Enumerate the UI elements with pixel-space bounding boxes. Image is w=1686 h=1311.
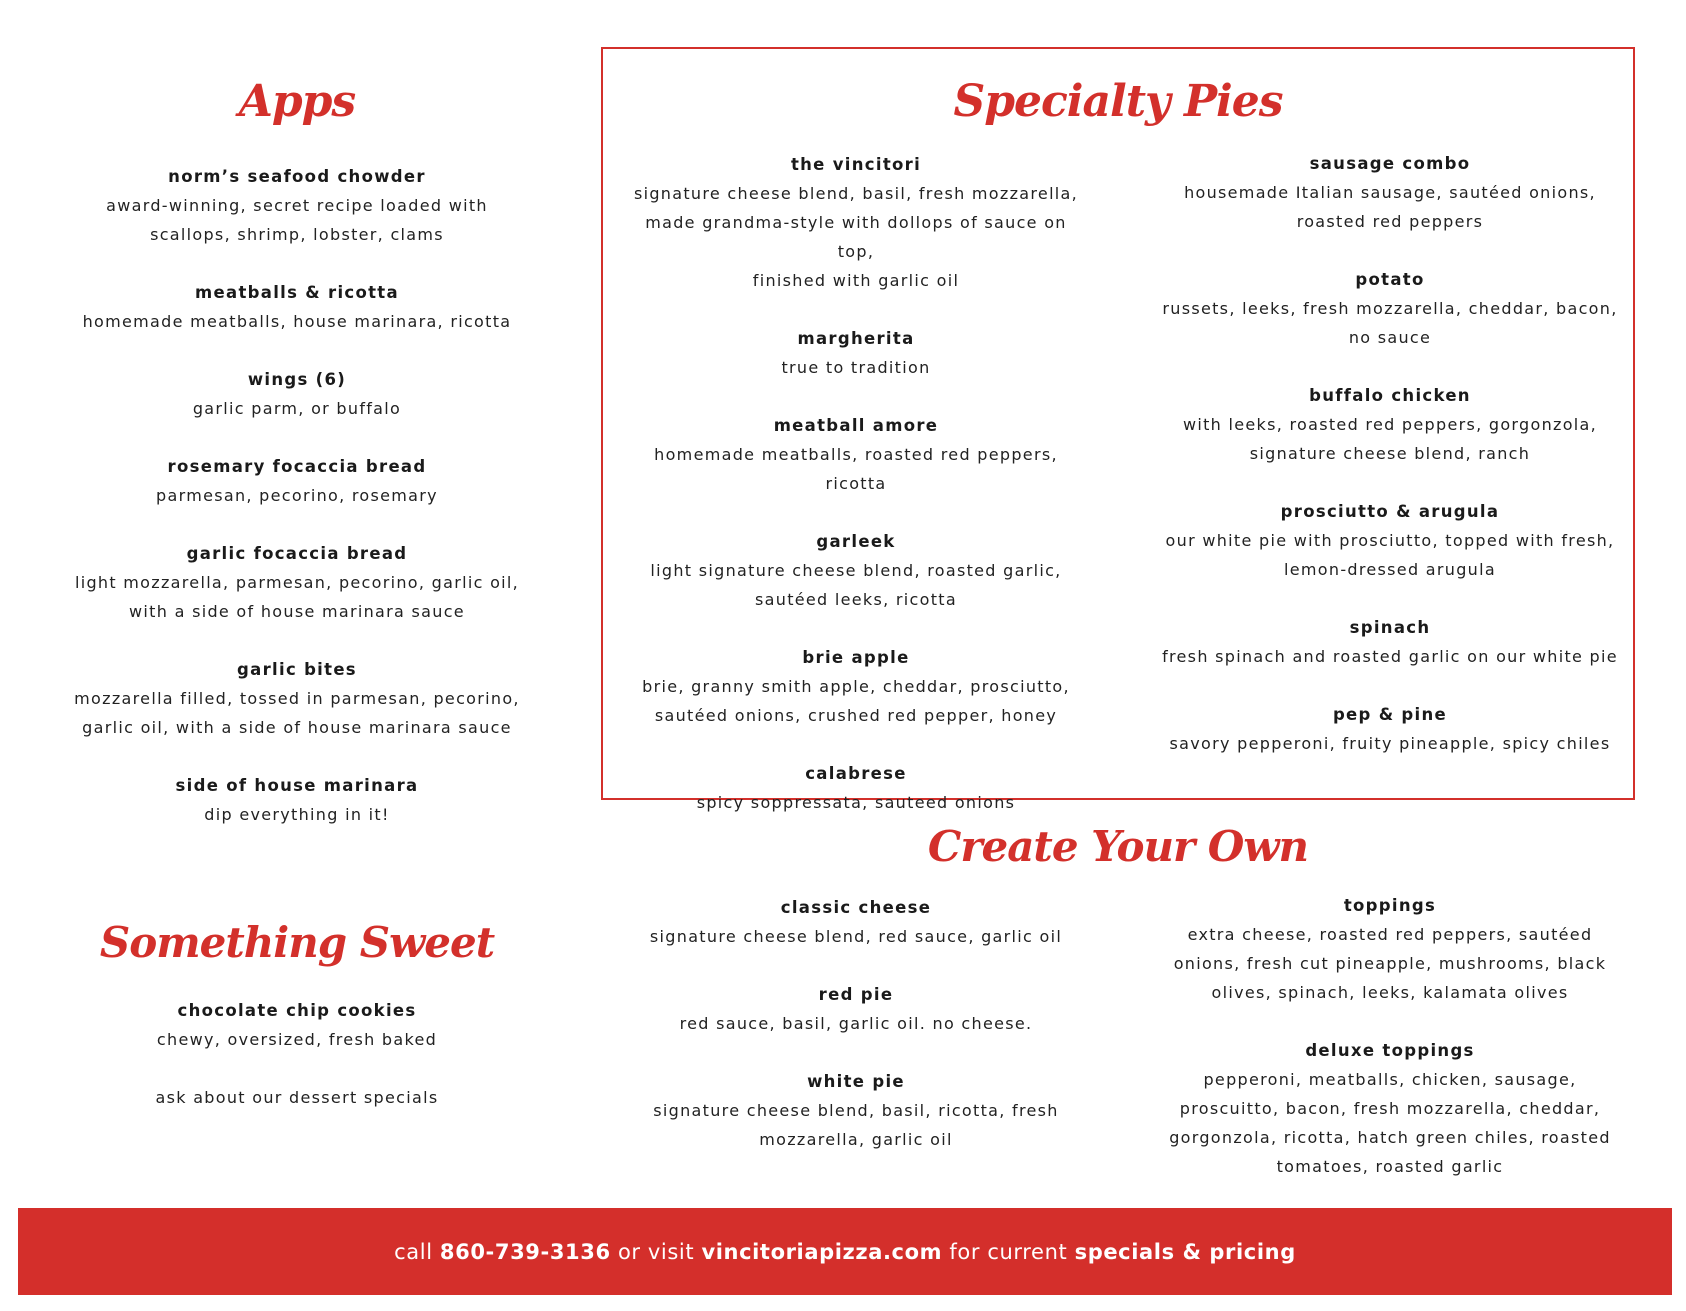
menu-item [626,527,1086,614]
item-description: homemade meatballs, house marinara, ricotta [82,312,512,331]
item-name: prosciutto & arugula [1280,502,1500,521]
menu-item [1160,700,1620,758]
menu-item [626,150,1086,295]
item-name: potato [1355,270,1425,289]
item-description: true to tradition [781,358,931,377]
item-name: chocolate chip cookies [177,1001,417,1020]
item-name: wings (6) [247,370,347,389]
item-name: deluxe toppings [1305,1041,1475,1060]
menu-item [1160,1036,1620,1181]
item-name: garleek [816,532,896,551]
footer-banner [18,1208,1672,1295]
footer-website-link[interactable]: vincitoriapizza.com [701,1239,943,1264]
item-description: signature cheese blend, basil, fresh mozzarella, made grandma-style with dollops of sauce on top, finished with garlic oil [633,184,1079,290]
item-description: russets, leeks, fresh mozzarella, cheddar, bacon, no sauce [1162,299,1618,347]
item-description: fresh spinach and roasted garlic on our white pie [1162,647,1618,666]
footer-or-visit-text: or visit [610,1239,702,1264]
menu-item [70,771,524,829]
item-description: housemade Italian sausage, sautéed onions, roasted red peppers [1184,183,1596,231]
specialty-pies-heading: Specialty Pies [953,76,1283,127]
item-description: brie, granny smith apple, cheddar, prosciutto, sautéed onions, crushed red pepper, honey [642,677,1070,725]
item-description: signature cheese blend, red sauce, garlic oil [649,927,1063,946]
item-name: margherita [797,329,915,348]
dessert-note: ask about our dessert specials [155,1088,439,1107]
menu-item [70,162,524,249]
item-name: rosemary focaccia bread [167,457,427,476]
item-name: meatball amore [773,416,939,435]
item-description: red sauce, basil, garlic oil. no cheese. [679,1014,1033,1033]
specialty-left-list [626,150,1086,817]
footer-for-current-text: for current [942,1239,1075,1264]
item-name: garlic bites [237,660,357,679]
item-description: savory pepperoni, fruity pineapple, spicy chiles [1169,734,1611,753]
menu-item [626,643,1086,730]
item-description: light mozzarella, parmesan, pecorino, garlic oil, with a side of house marinara sauce [74,573,520,621]
item-description: spicy soppressata, sauteed onions [696,793,1016,812]
item-description: parmesan, pecorino, rosemary [156,486,438,505]
item-description: chewy, oversized, fresh baked [156,1030,438,1049]
menu-item [1160,381,1620,468]
item-name: meatballs & ricotta [195,283,399,302]
item-description: extra cheese, roasted red peppers, sautéed onions, fresh cut pineapple, mushrooms, black olives, spinach, leeks, kalamata olives [1173,925,1607,1002]
menu-item [626,1067,1086,1154]
item-description: pepperoni, meatballs, chicken, sausage, proscuitto, bacon, fresh mozzarella, cheddar, gorgonzola, ricotta, hatch green chiles, roasted tomatoes, roasted garlic [1169,1070,1611,1176]
item-name: sausage combo [1309,154,1471,173]
menu-item [70,655,524,742]
item-description: mozzarella filled, tossed in parmesan, pecorino, garlic oil, with a side of house marinara sauce [74,689,520,737]
create-your-own-heading: Create Your Own [927,822,1309,871]
item-description: homemade meatballs, roasted red peppers, ricotta [654,445,1058,493]
item-name: toppings [1343,896,1437,915]
item-description: dip everything in it! [204,805,390,824]
item-name: buffalo chicken [1309,386,1471,405]
create-left-list [626,893,1086,1154]
menu-item [1160,891,1620,1007]
menu-item [70,278,524,336]
footer-call-text: call [394,1239,440,1264]
menu-item [70,996,524,1054]
item-name: brie apple [802,648,910,667]
footer-specials-text: specials & pricing [1074,1239,1296,1264]
item-name: side of house marinara [175,776,419,795]
menu-item [70,365,524,423]
menu-item [626,893,1086,951]
menu-item [626,324,1086,382]
menu-item [1160,497,1620,584]
menu-item [1160,265,1620,352]
item-name: calabrese [805,764,907,783]
item-name: spinach [1349,618,1431,637]
menu-item [1160,149,1620,236]
item-name: red pie [818,985,894,1004]
item-description: award-winning, secret recipe loaded with scallops, shrimp, lobster, clams [106,196,488,244]
footer-phone[interactable]: 860-739-3136 [439,1239,611,1264]
item-description: light signature cheese blend, roasted garlic, sautéed leeks, ricotta [650,561,1062,609]
specialty-right-list [1160,149,1620,758]
menu-item [626,980,1086,1038]
item-name: white pie [807,1072,905,1091]
item-description: with leeks, roasted red peppers, gorgonzola, signature cheese blend, ranch [1182,415,1598,463]
menu-item [626,759,1086,817]
item-name: garlic focaccia bread [186,544,408,563]
sweet-list [70,996,524,1112]
item-name: pep & pine [1332,705,1448,724]
item-name: the vincitori [790,155,922,174]
menu-item [1160,613,1620,671]
item-name: classic cheese [780,898,932,917]
create-right-list [1160,891,1620,1181]
something-sweet-heading: Something Sweet [99,918,495,967]
menu-item [70,452,524,510]
item-description: garlic parm, or buffalo [192,399,402,418]
menu-item [626,411,1086,498]
item-name: norm’s seafood chowder [168,167,426,186]
apps-list [70,162,524,829]
item-description: our white pie with prosciutto, topped with fresh, lemon-dressed arugula [1165,531,1615,579]
apps-heading: Apps [238,76,356,127]
item-description: signature cheese blend, basil, ricotta, fresh mozzarella, garlic oil [653,1101,1059,1149]
menu-item [70,539,524,626]
